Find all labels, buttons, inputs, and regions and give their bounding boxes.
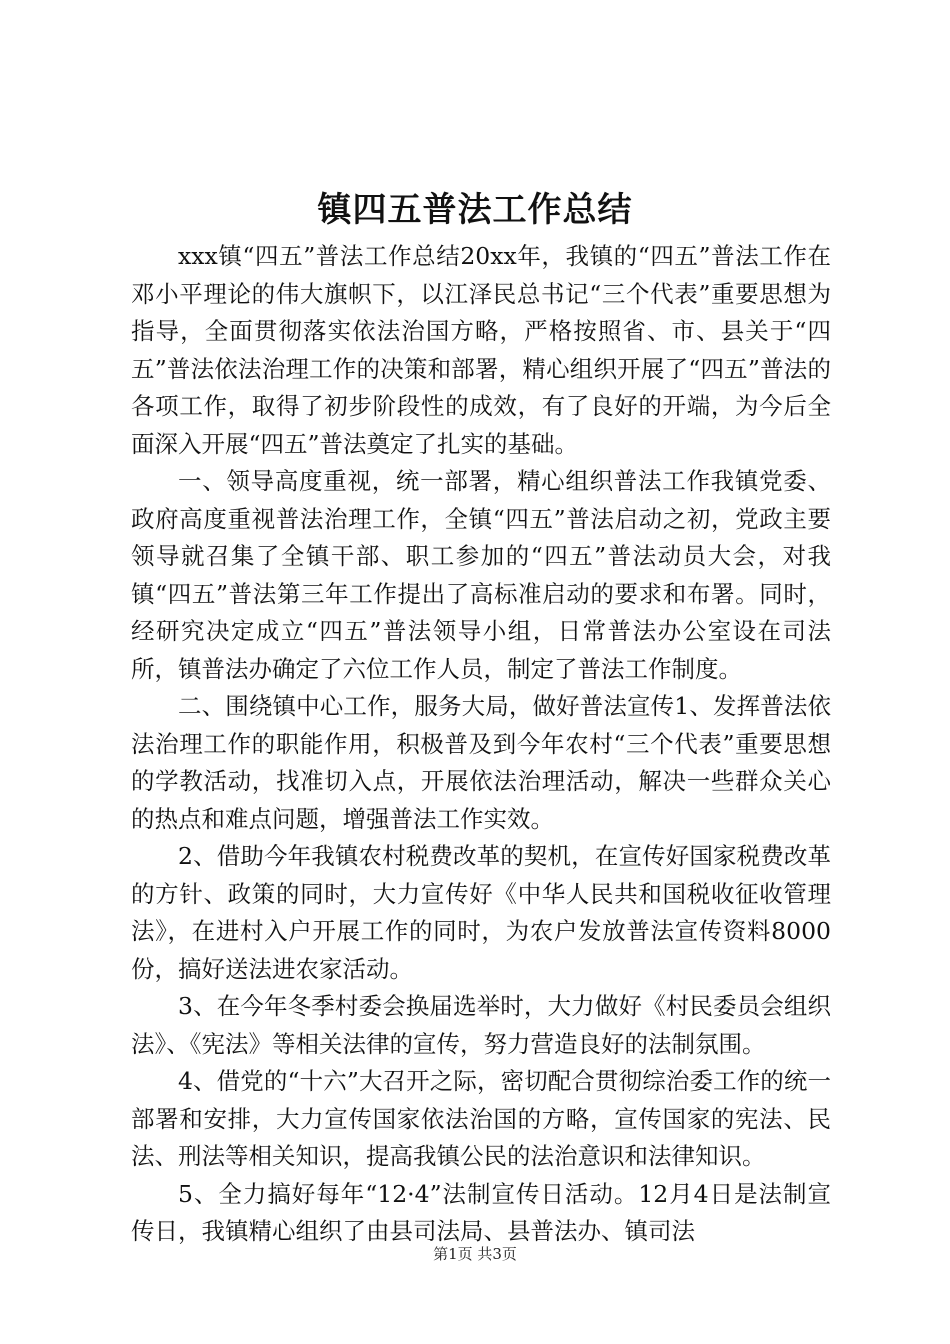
document-body: [131, 238, 831, 1251]
document-title: 镇四五普法工作总结: [317, 190, 633, 230]
paragraph-section-1: 一、领导高度重视，统一部署，精心组织普法工作我镇党委、政府高度重视普法治理工作，全镇“四五”普法启动之初，党政主要领导就召集了全镇干部、职工参加的“四五”普法动员大会，对我镇“四五”普法第三年工作提出了高标准启动的要求和布署。同时，经研究决定成立“四五”普法领导小组，日常普法办公室设在司法所，镇普法办确定了六位工作人员，制定了普法工作制度。: [131, 467, 831, 683]
paragraph-intro: xxx镇“四五”普法工作总结20xx年，我镇的“四五”普法工作在邓小平理论的伟大旗帜下，以江泽民总书记“三个代表”重要思想为指导，全面贯彻落实依法治国方略，严格按照省、市、县关于“四五”普法依法治理工作的决策和部署，精心组织开展了“四五”普法的各项工作，取得了初步阶段性的成效，有了良好的开端，为今后全面深入开展“四五”普法奠定了扎实的基础。: [131, 242, 831, 458]
paragraph-item-5: 5、全力搞好每年“12·4”法制宣传日活动。12月4日是法制宣传日，我镇精心组织了由县司法局、县普法办、镇司法: [131, 1179, 831, 1245]
paragraph-section-2: 二、围绕镇中心工作，服务大局，做好普法宣传1、发挥普法依法治理工作的职能作用，积极普及到今年农村“三个代表”重要思想的学教活动，找准切入点，开展依法治理活动，解决一些群众关心的热点和难点问题，增强普法工作实效。: [131, 692, 831, 833]
paragraph-item-2: 2、借助今年我镇农村税费改革的契机，在宣传好国家税费改革的方针、政策的同时，大力宣传好《中华人民共和国税收征收管理法》，在进村入户开展工作的同时，为农户发放普法宣传资料8000份，搞好送法进农家活动。: [131, 842, 831, 983]
page-number-footer: 第1页 共3页: [433, 1245, 517, 1263]
paragraph-item-3: 3、在今年冬季村委会换届选举时，大力做好《村民委员会组织法》、《宪法》等相关法律的宣传，努力营造良好的法制氛围。: [131, 992, 831, 1058]
paragraph-item-4: 4、借党的“十六”大召开之际，密切配合贯彻综治委工作的统一部署和安排，大力宣传国家依法治国的方略，宣传国家的宪法、民法、刑法等相关知识，提高我镇公民的法治意识和法律知识。: [131, 1067, 831, 1170]
